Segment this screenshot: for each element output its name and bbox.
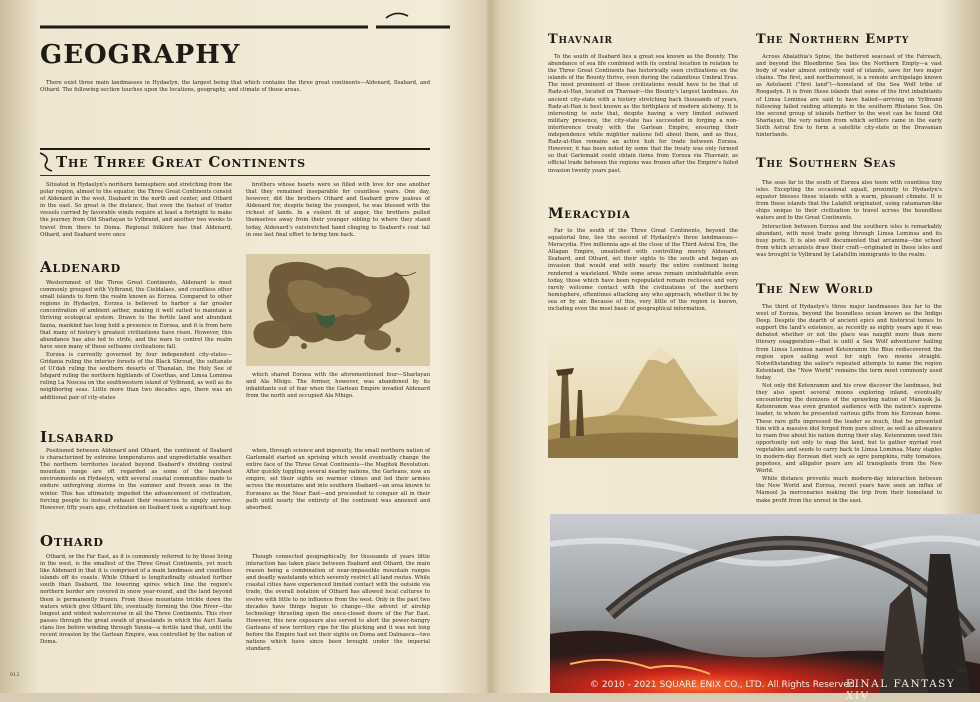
continents-paragraph: Situated in Hydaelyn's northern hemisphere and stretching from the polar region, almost to the equator, the Three Great Continents consist of Aldenard in the west, Ilsabard in the north and center, and Othard in the east. So great is the distance, that even the fastest of trader vessels carried by favorable winds require at least a fortnight to make the journey from Old Sharlayan to Vylbrand, and another two weeks to travel from there to Doma. Regional folklore has that Aldenard, Othard, and Ilsabard were once xyxy=(40,182,232,238)
page-title: GEOGRAPHY xyxy=(40,40,241,70)
meracydia-paragraph: Far to the south of the Three Great Continents, beyond the equatorial line, lies the second of Hydaelyn's three landmasses—Meracydia. Five millennia ago at the close of the Third Astral Era, the Allagan Empire, unsatisfied with controlling merely Aldenard, Ilsabard, and Othard, set their sights to the south and began an invasion that would end with nearly the entire continent being rendered a wasteland. While some areas remain uninhabitable even today, those which have been repopulated remain reclusive and very rarely welcome contact with the civilizations of the northern hemisphere, oftentimes attacking any who approach, whether it be by sea or by air. Because of this, very little of the region is known, including even the most basic of geographical information. xyxy=(548,228,738,313)
right-page xyxy=(490,0,980,702)
aldenard-col-1 xyxy=(40,280,232,403)
ilsabard-col-2 xyxy=(246,448,430,513)
othard-paragraph: Othard, or the Far East, as it is commonly referred to by those living in the west, is the smallest of the Three Great Continents, yet much like Aldenard in that it is comprised of a main landmass and countless islands off its coasts. While Othard is longitudinally situated further south than Ilsabard, the towering spires which line the region's northern border are covered in snow year-round, and the land beyond them is permanently frozen. From these mountains trickle down the waters which give Othard life, eventually forming the One River—the longest and widest watercourse in all the Three Continents. This river passes through the great swath of grasslands in which the Auri Xaela clans live before winding through Yanxia—a fertile land that, until the recent invasion by the Garlean Empire, was controlled by the nation of Doma. xyxy=(40,554,232,646)
thavnair-text xyxy=(548,54,738,176)
aldenard-paragraph: which shared Eorzea with the aforementioned four—Sharlayan and Ala Mhigo. The former, however, was abandoned by its inhabitants out of fear when the Garlean Empire invaded Aldenard from the north and occupied Ala Mhigo. xyxy=(246,372,430,400)
othard-paragraph: Though connected geographically, for thousands of years little interaction has taken place between Ilsabard and Othard, the main reason being a combination of near-impassible mountain ranges and deadly wastelands which severely restrict all land routes. While coastal cities have experienced limited contact with the outside via trade, the overall isolation of Othard has allowed local cultures to evolve with little to no influence from the west. Only in the past two decades have things begun to change—the advent of airship technology thrusting open the once-closed doors of the Far East. However, this new exposure also served to alert the power-hungry Garleans of new territory ripe for the plucking and it was not long before the Empire had set their sights on Doma and Dalmasca—two nations which have since been brought under the imperial standard. xyxy=(246,554,430,653)
section-heading-aldenard: Aldenard xyxy=(40,258,121,276)
meracydia-landscape-image xyxy=(548,330,738,458)
southern-seas-text xyxy=(756,180,942,260)
intro-paragraph: There exist three main landmasses in Hydaelyn, the largest being that which contains the three great continents—Aldenard, Ilsabard, and Othard. The following section touches upon the locations, geography, and climate of those areas. xyxy=(40,80,430,94)
section-heading-meracydia: Meracydia xyxy=(548,206,631,222)
intro-text xyxy=(40,80,430,95)
page-number: 012 xyxy=(10,672,20,678)
southern-paragraph: The seas far to the south of Eorzea also teem with countless tiny isles. Excepting the occasional squall, proximity to Hydaelyn's equator blesses these islands with a warm, pleasant climate. It is from these islands that the Lalafell originated, using catamaran-like ships unique to their civilization to travel across the boundless waters and to the Great Continents. xyxy=(756,180,942,222)
section-heading-othard: Othard xyxy=(40,532,104,550)
northern-empty-text xyxy=(756,54,942,140)
eorzea-map-image xyxy=(246,254,430,366)
volcanic-landscape-image xyxy=(550,514,980,693)
section-heading-northern-empty: The Northern Empty xyxy=(756,32,910,47)
section-heading-ilsabard: Ilsabard xyxy=(40,428,115,446)
ilsabard-paragraph: Positioned between Aldenard and Othard, the continent of Ilsabard is characterized by extreme temperatures and unpredictable weather. The northern territories located beyond Ilsabard's dividing central mountain range are oft regarded as some of the harshest environments on Hydaelyn, with several coastal communities made to endure unforgiving storms in the summer and frozen seas in the winter. This has ultimately impeded the advancement of civilization, forcing people to instead exhaust their resources to simply survive. However, fifty years ago, civilization on Ilsabard took a significant leap xyxy=(40,448,232,511)
page-number: 013 xyxy=(958,668,968,674)
aldenard-paragraph: Westernmost of the Three Great Continents, Aldenard is most commonly grouped with Vylbrand, the Cieldalaes, and countless other small islands to form the realm known as Eorzea. Compared to other regions in Hydaelyn, Eorzea is believed to harbor a far greater concentration of ambient aether, making it well suited to maintain a thriving ecological system. Drawn to the fertile land and abundant fauna, mankind has long held a presence in Eorzea, and it is from here that many of history's greatest civilizations have risen. However, this abundance has also led to strife, and the wars to control the realm have seen many of those selfsame civilizations fall. xyxy=(40,280,232,350)
left-page xyxy=(0,0,490,693)
new-world-paragraph: While distance prevents much modern-day interaction between the New World and Eorzea, recent years have seen an influx of Mamool Ja mercenaries making the trip from their homeland to make profit from the unrest in the east. xyxy=(756,476,942,504)
northern-paragraph: Across Abalathia's Spine, the battered seacoast of the Fatreach, and beyond the Bloodbrine Sea lies the Northern Empty—a vast body of water almost entirely void of islands, save for two major chains. The first, and northernmost, is a remote archipelago known as Aetolaent ("first land")—homeland of the Sea Wolf tribe of Roegadyn. It is from these islands that some of the first inhabitants of Limsa Lominsa are said to have hailed—arriving on Vylbrand following failed raiding attempts in the southern Rhotano Sea. On the second group of islands further to the west can be found Old Sharlayan, the very nation from which settlers came in the early Sixth Astral Era to form a satellite city-state in the Dravanian hinterlands. xyxy=(756,54,942,139)
section-heading-thavnair: Thavnair xyxy=(548,32,613,47)
aldenard-caption xyxy=(246,372,430,401)
ilsabard-paragraph: when, through science and ingenuity, the small northern nation of Garlemald started an uprising which would eventually change the entire face of the Three Great Continents—the Magitek Revolution. After quickly toppling several nearby nations, the Garleans, now an empire, set their sights on warmer climes and led their armies across the mountains and into southern Ilsabard—an area known to Eorzeans as the Near East—and proceeded to conquer all in their path until nearly the entirety of the continent was annexed and absorbed. xyxy=(246,448,430,511)
section-heading-continents: The Three Great Continents xyxy=(56,153,306,171)
flourish-icon xyxy=(38,151,54,171)
section-heading-new-world: The New World xyxy=(756,282,874,297)
copyright-notice: © 2010 - 2021 SQUARE ENIX CO., LTD. All Rights Reserved. xyxy=(590,680,858,690)
continents-col-1 xyxy=(40,182,232,240)
aldenard-paragraph: Eorzea is currently governed by four independent city-states—Gridania ruling the interior forests of the Black Shroud, the sultanate of Ul'dah ruling the southern deserts of Thanalan, the Holy See of Ishgard ruling the northern highlands of Coerthas, and Limsa Lominsa ruling La Noscea on the southwestern island of Vylbrand, as well as its neighboring seas. Little more than two decades ago, there was an additional pair of city-states xyxy=(40,351,232,401)
meracydia-text xyxy=(548,228,738,314)
ilsabard-col-1 xyxy=(40,448,232,513)
continents-paragraph: brothers whose hearts were so filled with love for one another that they remained inseparable for countless years. One day, however, did the brothers Othard and Ilsabard grow jealous of Aldenard for, despite being the youngest, he was blessed with the richest of lands. In a violent fit of anger, the brothers pulled themselves away from their younger sibling to where they stand today, Aldenard's outstretched hand clinging to Ilsabard's coat tail in one last final effort to bring him back. xyxy=(246,182,430,238)
new-world-text xyxy=(756,304,942,506)
section-rule xyxy=(40,148,430,150)
othard-col-2 xyxy=(246,554,430,654)
southern-paragraph: Interaction between Eorzea and the southern isles is remarkably abundant, with most trade going through Limsa Lominsa and its busy ports. It is also well documented that arcanima—the school from which arcanists draw their craft—originated in these isles and was brought to Vylbrand by Lalafellin immigrants to the realm. xyxy=(756,223,942,258)
section-heading-southern-seas: The Southern Seas xyxy=(756,156,897,171)
othard-col-1 xyxy=(40,554,232,647)
section-underline xyxy=(40,175,430,176)
header-ornament-icon xyxy=(40,8,450,32)
new-world-paragraph: Not only did Ketenramm and his crew discover the landmass, but they also spent several moons exploring inland, eventually encountering the denizens of the sprawling nation of Mamook Ja. Ketenramm was even granted audience with the nation's supreme leader, to whom he presented various gifts from his Eorzean home. These rare gifts impressed the leader so much, that he presented him with a massive idol forged from pure silver, as well as allowance to roam free about his nation during their stay. Ketenramm used this opportunity not only to map the land, but to gather myriad root vegetables and seeds to carry back to Limsa Lominsa. Many staples in modern-day Eorzean diet such as ogre pumpkins, ruby tomatoes, popotoes, and alligator pears are all transplants from the New World. xyxy=(756,383,942,475)
new-world-paragraph: The third of Hydaelyn's three major landmasses lies far to the west of Eorzea, beyond the boundless ocean known as the Indigo Deep. Despite the dearth of ancient epics and historical tomes to support the land's existence, as recently as eighty years ago it was debated whether or not the place was naught more than mere literary exaggeration—that is until a Sea Wolf adventurer hailing from Limsa Lominsa named Ketenramm the Blue rediscovered the region upon sailing west for nigh two moons straight. Notwithstanding the sailor's repeated attempts to name the region Ketenland, the "New World" remains the term most commonly used today. xyxy=(756,304,942,381)
thavnair-paragraph: To the south of Ilsabard lies a great sea known as the Bounty. The abundance of sea life combined with its central location in relation to the Three Great Continents has historically seen civilizations on the islands of the Bounty thrive, even during the calamitous Umbral Eras. The most prominent of those civilizations would have to be that of Radz-at-Han, located on Thavnair—the Bounty's largest landmass. An ancient city-state with a history stretching back thousands of years, Radz-at-Han is best known as the birthplace of modern alchemy. It is interesting to note that, despite having a very limited outward military presence, the city-state has succeeded in forging a non-interference treaty with the Garlean Empire, ensuring their independence while mightier nations fell about them, and as thus, Radz-at-Han remains an active hub for trade between Eorzea. However, it has been noted by some that the treaty was only formed so that Garlemald could obtain items from Eorzea via Thavnair, as official trade between the regions was frozen after the Empire's failed invasion twenty years past. xyxy=(548,54,738,174)
brand-logo: FINAL FANTASY XIV xyxy=(846,678,956,702)
continents-col-2 xyxy=(246,182,430,240)
